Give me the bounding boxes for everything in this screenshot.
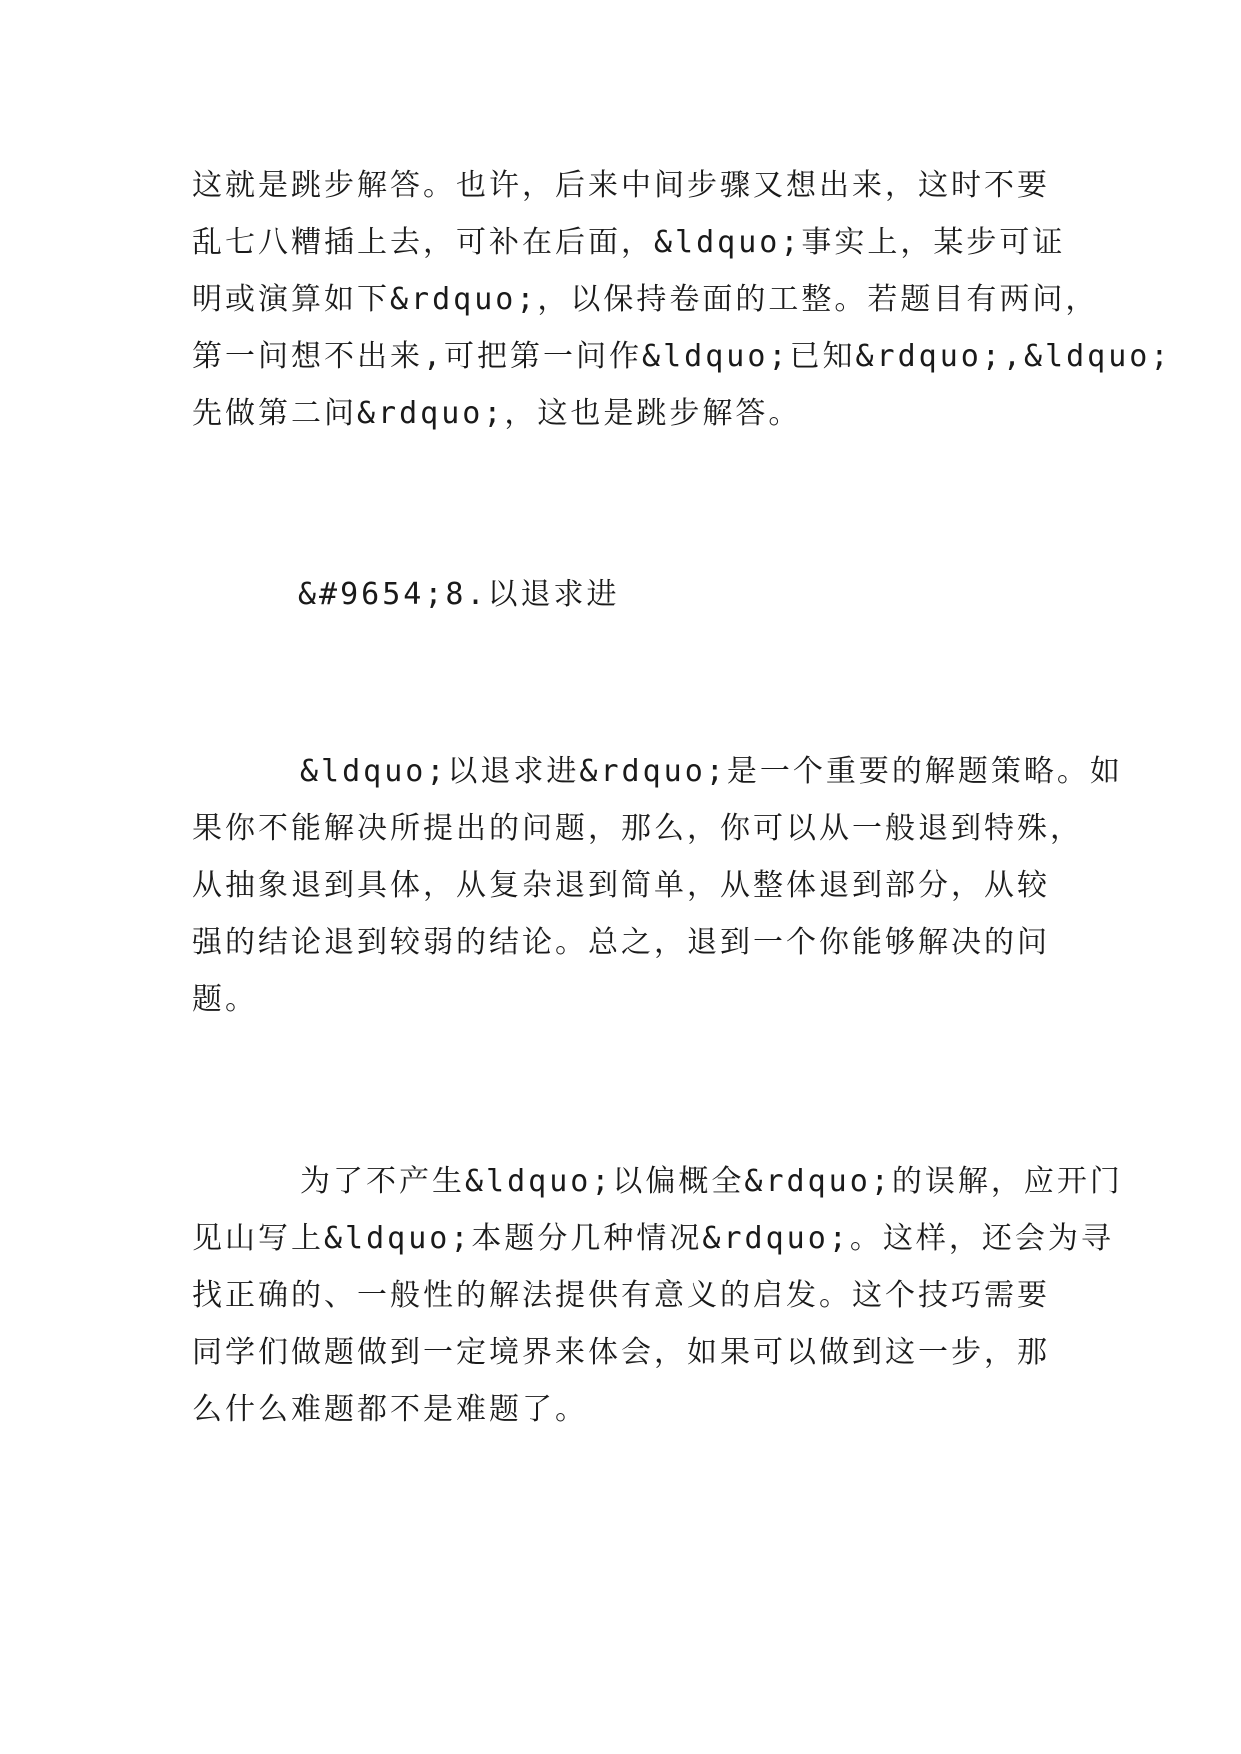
paragraph-retreat-to-advance	[192, 743, 1123, 1028]
paragraph-line: 先做第二问&rdquo;，这也是跳步解答。	[192, 396, 802, 431]
paragraph-line: 强的结论退到较弱的结论。总之，退到一个你能够解决的问	[192, 925, 1050, 960]
paragraph-line: 找正确的、一般性的解法提供有意义的启发。这个技巧需要	[192, 1278, 1050, 1313]
paragraph-line: 果你不能解决所提出的问题，那么，你可以从一般退到特殊，	[192, 811, 1083, 846]
paragraph-line: 同学们做题做到一定境界来体会，如果可以做到这一步，那	[192, 1335, 1050, 1370]
paragraph-line: 题。	[192, 982, 258, 1017]
paragraph-line: 明或演算如下&rdquo;，以保持卷面的工整。若题目有两问，	[192, 282, 1099, 317]
paragraph-skip-step	[192, 157, 1172, 442]
paragraph-line: 这就是跳步解答。也许，后来中间步骤又想出来，这时不要	[192, 168, 1050, 203]
paragraph-line: 从抽象退到具体，从复杂退到简单，从整体退到部分，从较	[192, 868, 1050, 903]
heading-text: &#9654;8.以退求进	[298, 577, 620, 612]
section-heading-8	[298, 566, 1198, 623]
paragraph-line: &ldquo;以退求进&rdquo;是一个重要的解题策略。如	[300, 754, 1123, 789]
paragraph-line: 为了不产生&ldquo;以偏概全&rdquo;的误解，应开门	[300, 1164, 1123, 1199]
paragraph-avoid-overgeneralization	[192, 1153, 1123, 1438]
paragraph-line: 么什么难题都不是难题了。	[192, 1392, 588, 1427]
paragraph-line: 乱七八糟插上去，可补在后面，&ldquo;事实上，某步可证	[192, 225, 1066, 260]
paragraph-line: 见山写上&ldquo;本题分几种情况&rdquo;。这样，还会为寻	[192, 1221, 1114, 1256]
paragraph-line: 第一问想不出来,可把第一问作&ldquo;已知&rdquo;,&ldquo;	[192, 339, 1172, 374]
